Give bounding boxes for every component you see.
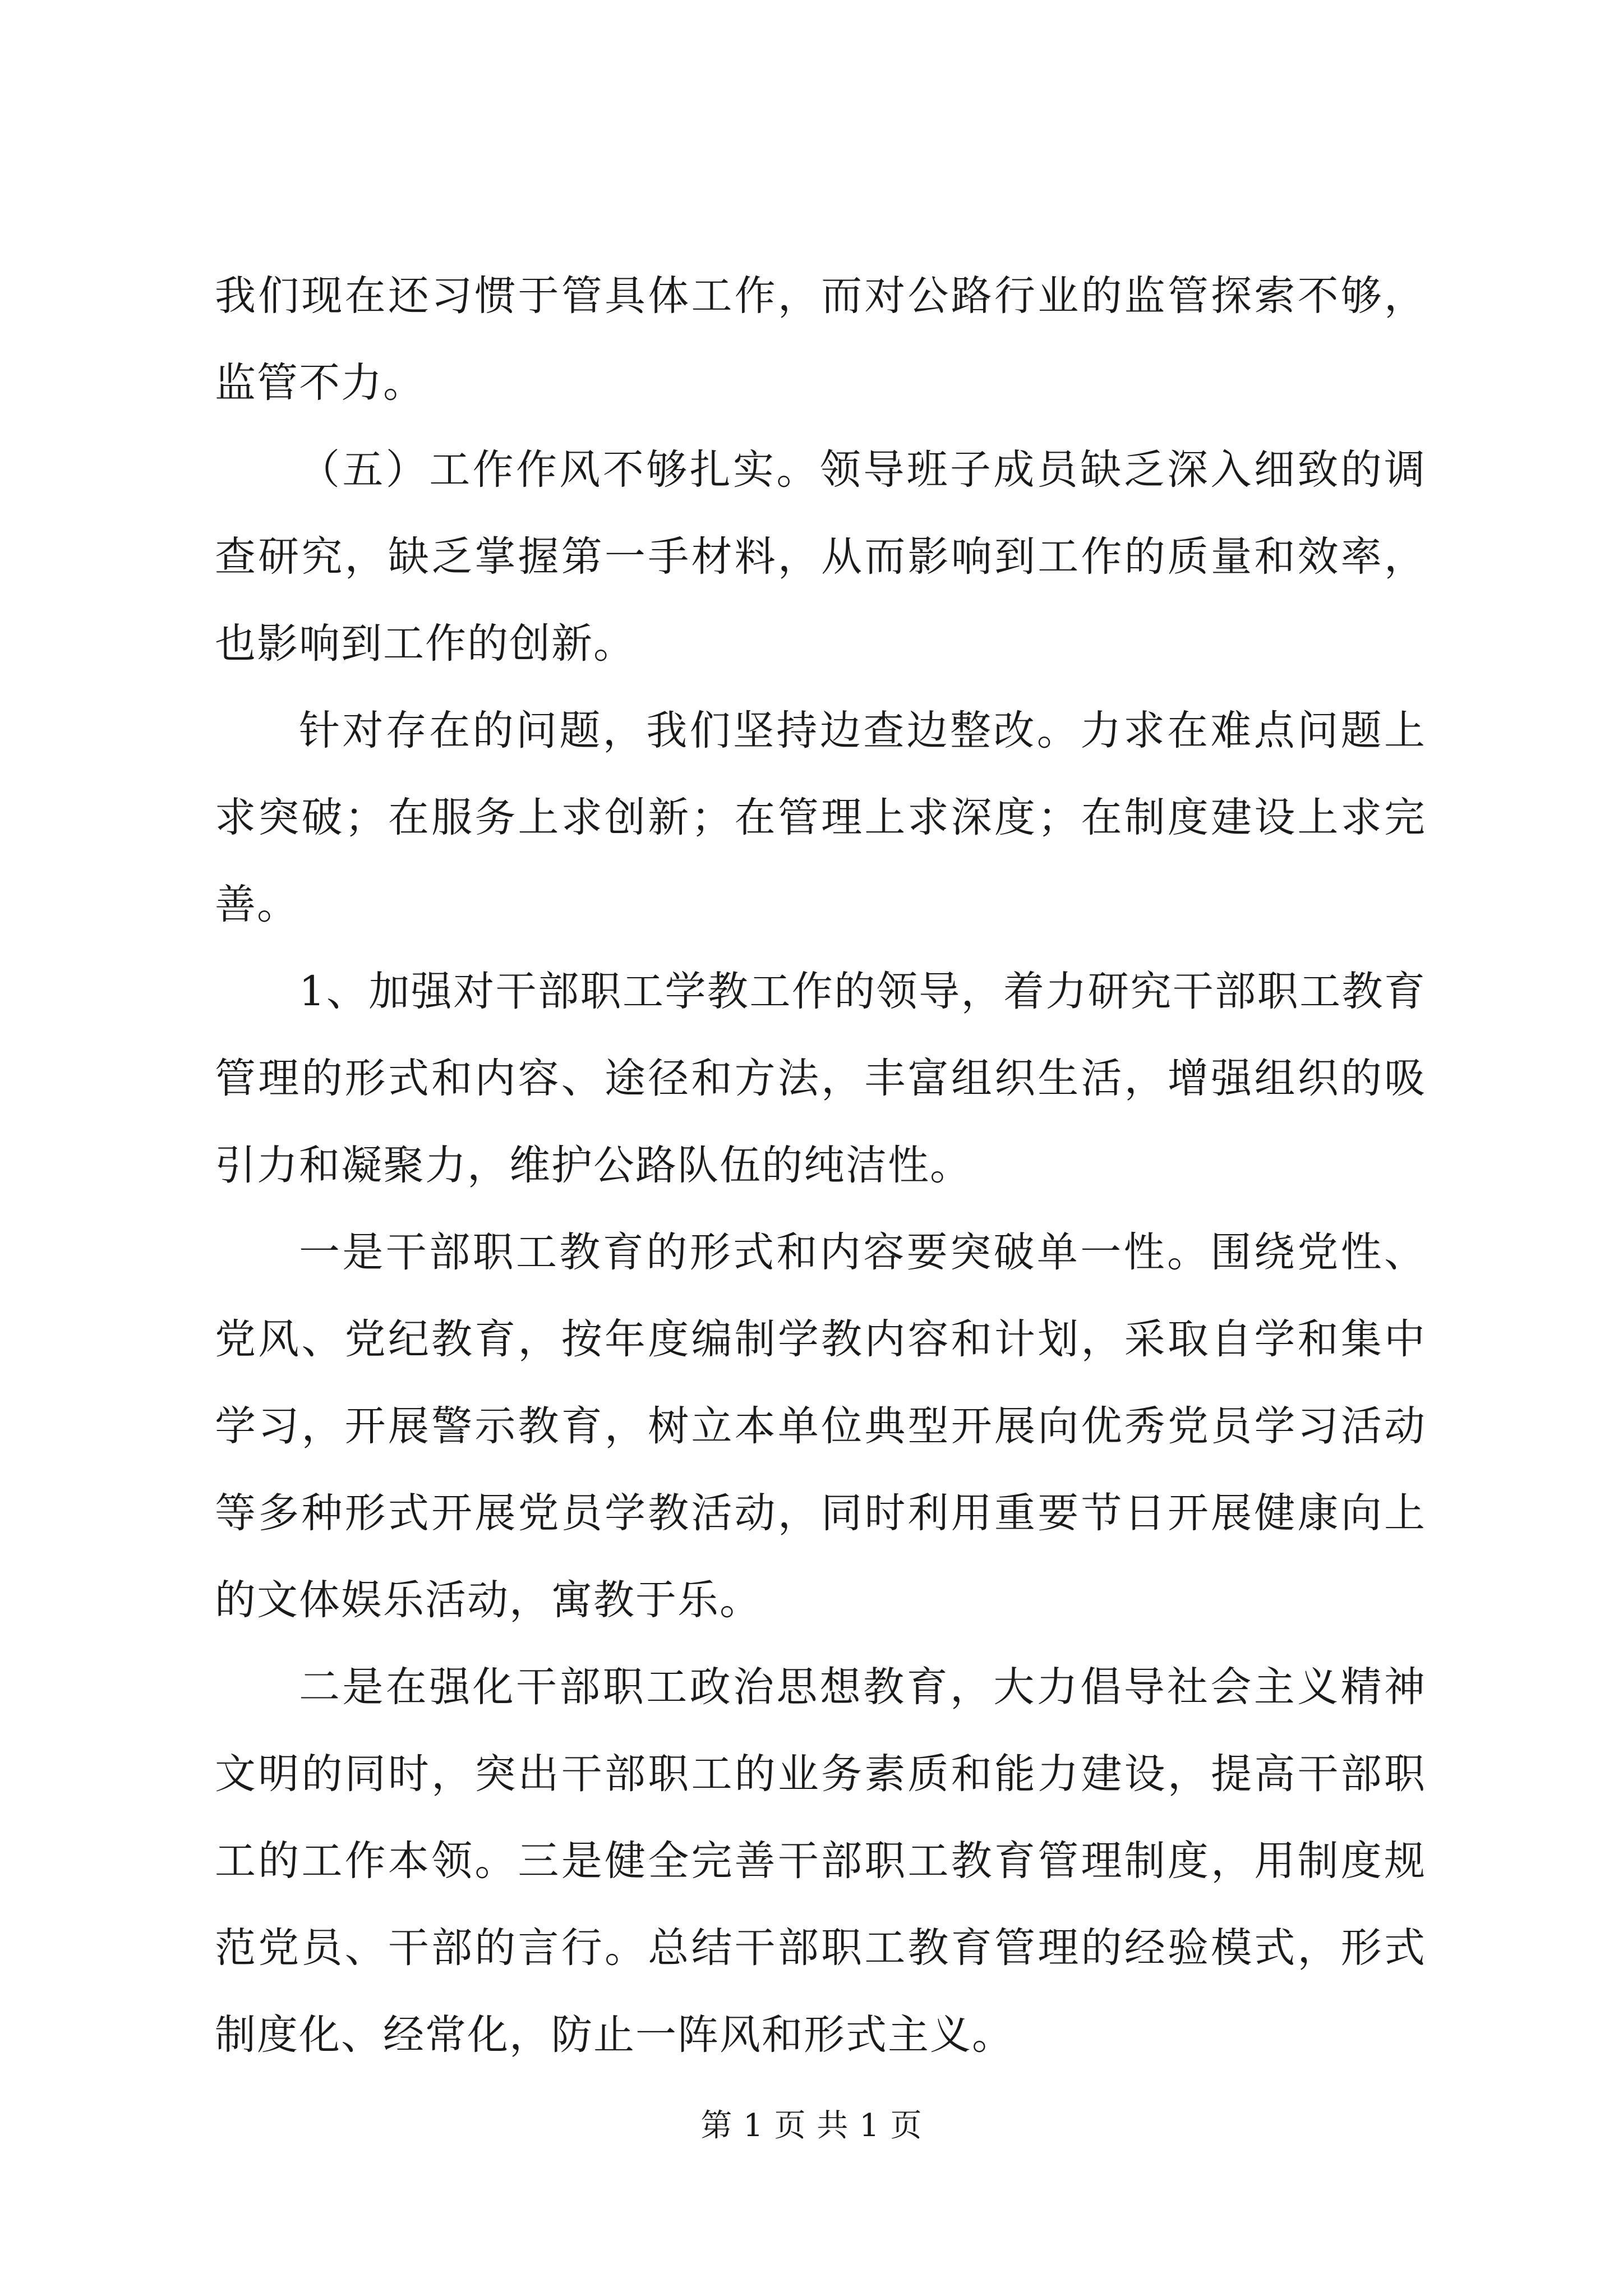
paragraph-4: 1、加强对干部职工学教工作的领导，着力研究干部职工教育管理的形式和内容、途径和方法，丰富组织生活，增强组织的吸引力和凝聚力，维护公路队伍的纯洁性。 <box>215 968 1426 1189</box>
page-footer: 第 1 页 共 1 页 <box>700 2108 923 2144</box>
paragraph-2: （五）工作作风不够扎实。领导班子成员缺乏深入细致的调查研究，缺乏掌握第一手材料，从而影响到工作的质量和效率，也影响到工作的创新。 <box>215 446 1426 668</box>
paragraph-5: 一是干部职工教育的形式和内容要突破单一性。围绕党性、党风、党纪教育，按年度编制学教内容和计划，采取自学和集中学习，开展警示教育，树立本单位典型开展向优秀党员学习活动等多种形式开展党员学教活动，同时利用重要节日开展健康向上的文体娱乐活动，寓教于乐。 <box>215 1228 1426 1624</box>
paragraph-6: 二是在强化干部职工政治思想教育，大力倡导社会主义精神文明的同时，突出干部职工的业务素质和能力建设，提高干部职工的工作本领。三是健全完善干部职工教育管理制度，用制度规范党员、干部的言行。总结干部职工教育管理的经验模式，形式制度化、经常化，防止一阵风和形式主义。 <box>215 1663 1426 2059</box>
paragraph-1: 我们现在还习惯于管具体工作，而对公路行业的监管探索不够，监管不力。 <box>215 272 1426 407</box>
paragraph-3: 针对存在的问题，我们坚持边查边整改。力求在难点问题上求突破；在服务上求创新；在管理上求深度；在制度建设上求完善。 <box>215 707 1426 928</box>
document-body <box>215 252 1426 2078</box>
